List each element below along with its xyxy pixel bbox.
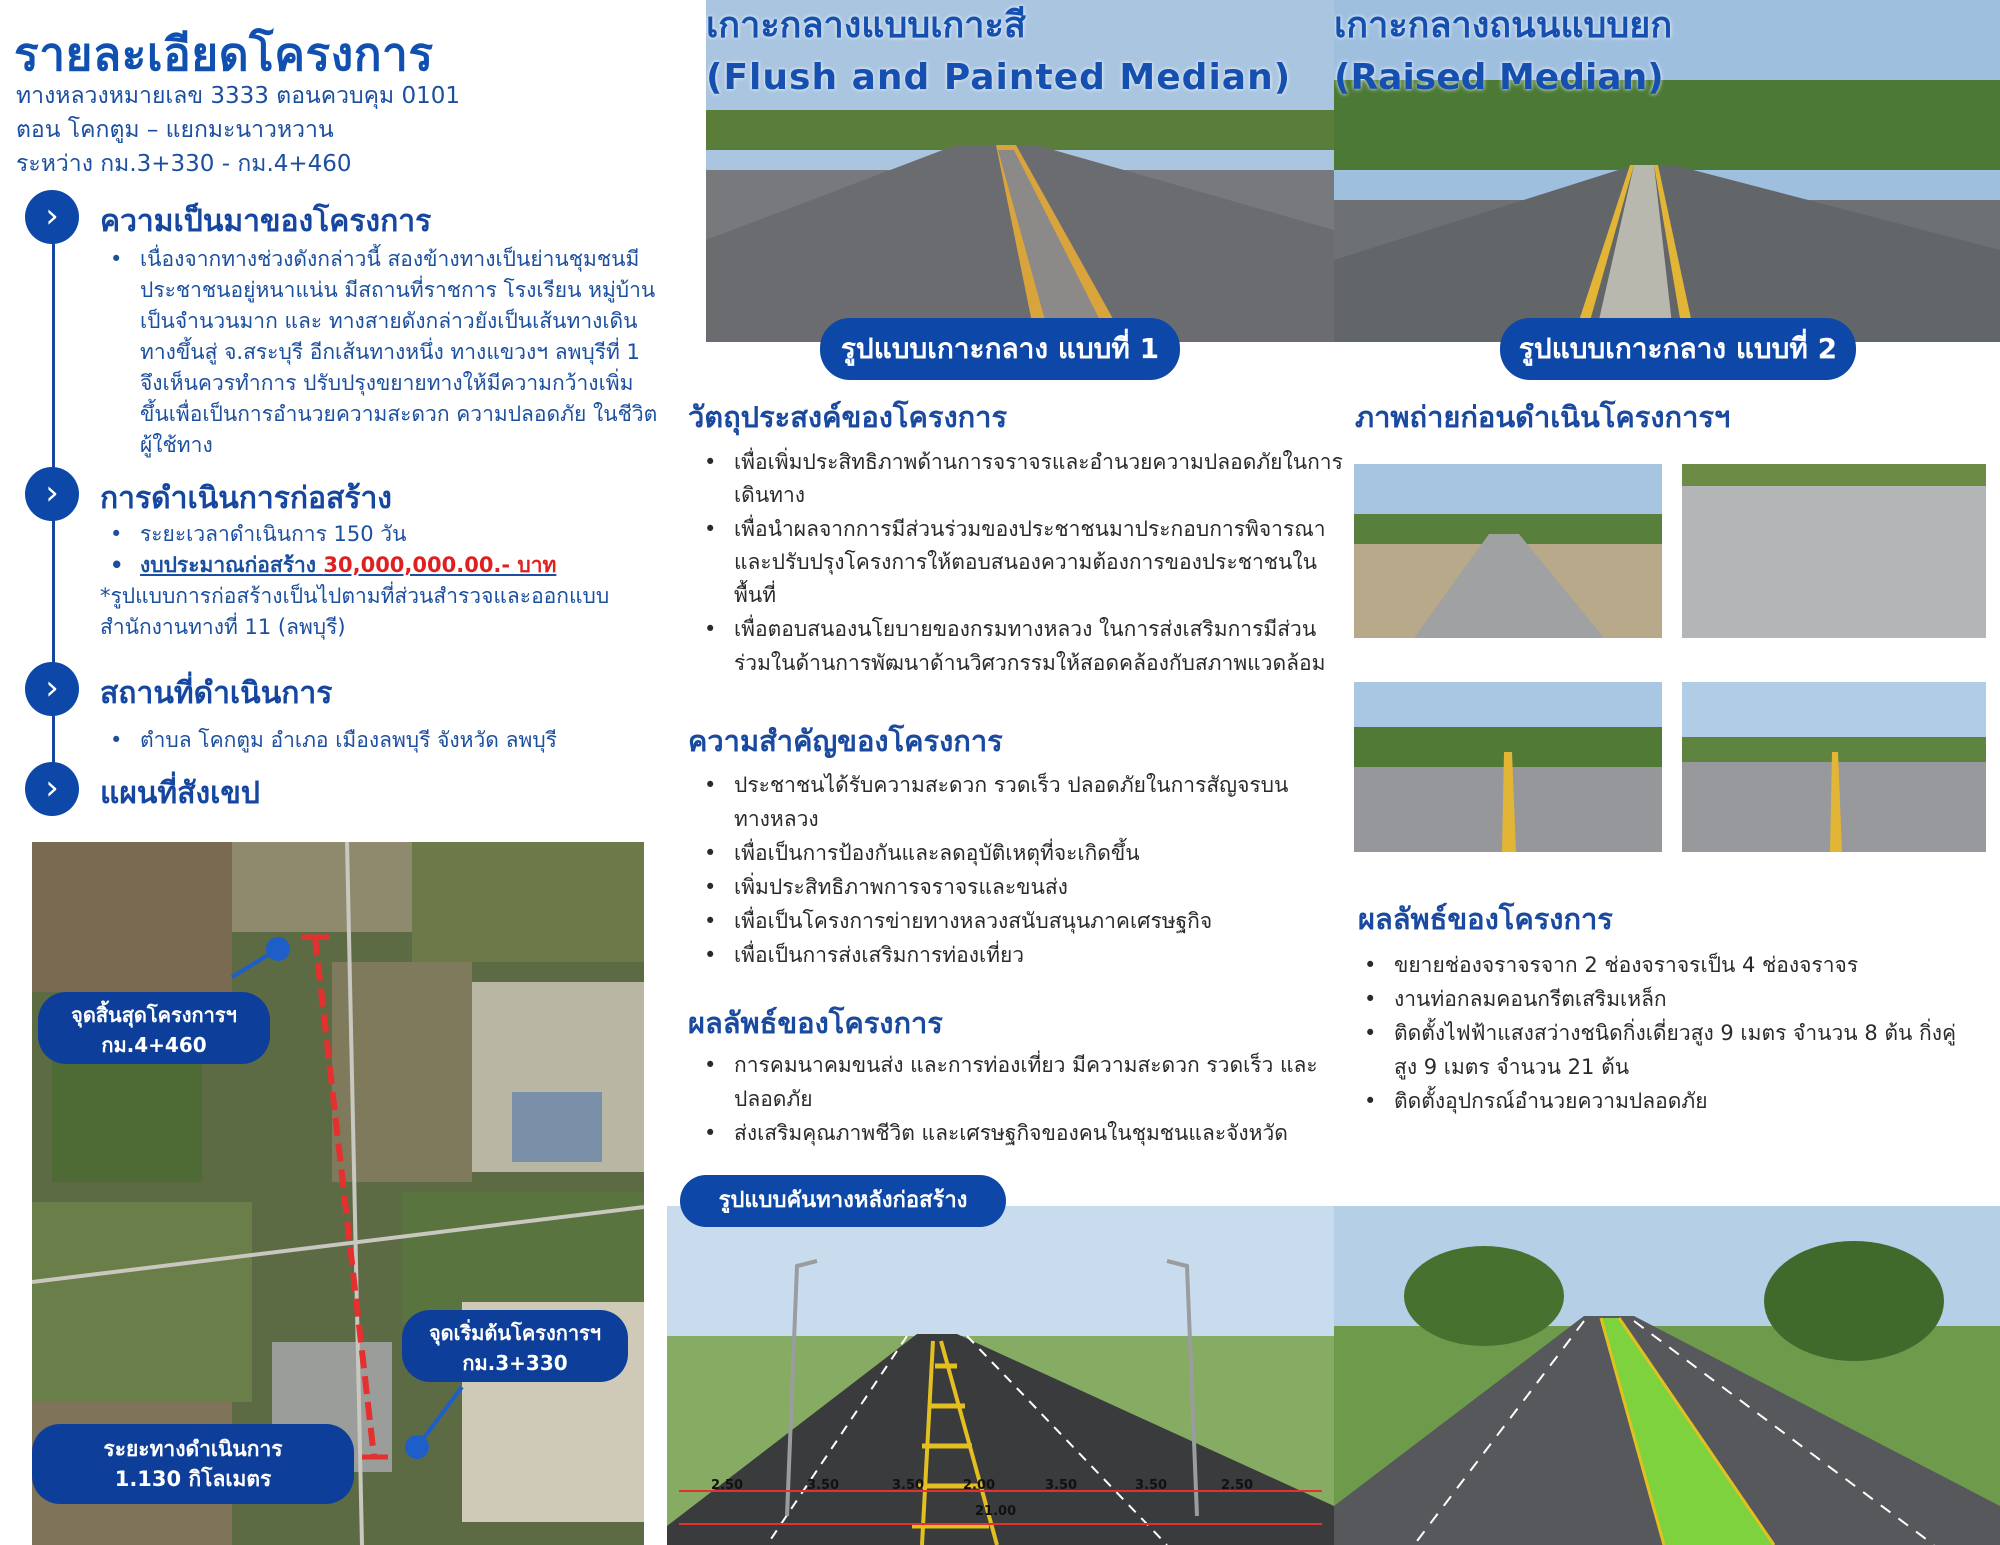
end-point-callout [38,992,270,1064]
median-type1-pill: รูปแบบเกาะกลาง แบบที่ 1 [820,318,1180,380]
outcome-right-item: • ขยายช่องจราจรจาก 2 ช่องจราจรเป็น 4 ช่องจราจร [1394,950,1858,981]
background-line: ขึ้นเพื่อเป็นการอำนวยความสะดวก ความปลอดภัย ในชีวิต [140,402,658,426]
background-line: • เนื่องจากทางช่วงดังกล่าวนี้ สองข้างทางเป็นย่านชุมชนมี [140,244,639,275]
photos-before-title: ภาพถ่ายก่อนดำเนินโครงการฯ [1355,400,1731,434]
dimension-row [667,1478,1334,1498]
distance-value: 1.130 กิโลเมตร [114,1467,272,1491]
median-type1-title-th: เกาะกลางแบบเกาะสี [706,5,1026,46]
outcome-right-item: • ติดตั้งไฟฟ้าแสงสว่างชนิดกิ่งเดี่ยวสูง 9 เมตร จำนวน 8 ต้น กิ่งคู่ [1394,1018,1956,1049]
km-range: ระหว่าง กม.3+330 - กม.4+460 [16,151,352,177]
end-point-km: กม.4+460 [101,1033,207,1057]
section-title-map: แผนที่สังเขป [100,776,260,811]
outcome-mid-item-cont: ปลอดภัย [734,1087,813,1111]
before-photo-1 [1354,464,1662,638]
site-map [32,842,644,1545]
before-road-photo [1354,682,1662,852]
objective-item-cont: และปรับปรุงโครงการให้ตอบสนองความต้องการของประชาชนใน [734,550,1317,574]
objective-item: • เพื่อเพิ่มประสิทธิภาพด้านการจราจรและอำนวยความปลอดภัยในการ [734,447,1343,478]
location-text: • ตำบล โคกตูม อำเภอ เมืองลพบุรี จังหวัด ลพบุรี [140,725,557,756]
start-point-label: จุดเริ่มต้นโครงการฯ [428,1321,602,1345]
importance-item-cont: ทางหลวง [734,807,819,831]
background-line: จึงเห็นควรทำการ ปรับปรุงขยายทางให้มีความกว้างเพิ่ม [140,371,634,395]
outcome-right-item: • งานท่อกลมคอนกรีตเสริมเหล็ก [1394,984,1667,1015]
importance-item: • เพื่อเป็นโครงการข่ายทางหลวงสนับสนุนภาคเศรษฐกิจ [734,906,1212,937]
median-type2-pill: รูปแบบเกาะกลาง แบบที่ 2 [1500,318,1856,380]
construction-duration: • ระยะเวลาดำเนินการ 150 วัน [140,519,406,550]
before-photo-2 [1682,464,1986,638]
dim-shoulder-right: 2.50 [1221,1478,1254,1493]
before-photo-4 [1682,682,1986,852]
budget-amount: 30,000,000.00.- บาท [323,553,557,577]
dim-total: 21.00 [975,1504,1017,1519]
background-line: ผู้ใช้ทาง [140,433,213,457]
dim-lane: 3.50 [1135,1478,1168,1493]
objectives-title: วัตถุประสงค์ของโครงการ [688,400,1008,434]
outcome-right-item: • ติดตั้งอุปกรณ์อำนวยความปลอดภัย [1394,1086,1708,1117]
before-photo-3 [1354,682,1662,852]
chevron-right-icon: › [25,190,79,244]
importance-item: • เพิ่มประสิทธิภาพการจราจรและขนส่ง [734,872,1068,903]
chevron-right-icon: › [25,662,79,716]
background-line: ประชาชนอยู่หนาแน่น มีสถานที่ราชการ โรงเรียน หมู่บ้าน [140,278,656,302]
before-road-photo [1682,682,1986,852]
dim-lane: 3.50 [892,1478,925,1493]
start-point-km: กม.3+330 [462,1351,568,1375]
median-type1-photo [706,0,1334,342]
budget-label: งบประมาณก่อสร้าง [140,553,324,577]
after-render [1334,1206,2000,1545]
outcomes-right-title: ผลลัพธ์ของโครงการ [1358,902,1613,936]
construction-budget [140,550,556,581]
page-title: รายละเอียดโครงการ [14,27,434,81]
objective-item: • เพื่อตอบสนองนโยบายของกรมทางหลวง ในการส่งเสริมการมีส่วน [734,614,1316,645]
median-type2-title [1334,0,1672,104]
chevron-right-icon: › [25,467,79,521]
highway-number: ทางหลวงหมายเลข 3333 ตอนควบคุม 0101 [16,83,461,109]
dim-lane: 3.50 [807,1478,840,1493]
end-point-label: จุดสิ้นสุดโครงการฯ [71,1003,237,1027]
background-line: ทางขึ้นสู่ จ.สระบุรี อีกเส้นทางหนึ่ง ทางแขวงฯ ลพบุรีที่ 1 [140,340,640,364]
objective-item-cont: เดินทาง [734,483,806,507]
objective-item: • เพื่อนำผลจากการมีส่วนร่วมของประชาชนมาประกอบการพิจารณา [734,514,1326,545]
chevron-right-icon: › [25,762,79,816]
median-type2-photo [1334,0,2000,342]
median-type2-title-en: (Raised Median) [1334,57,1664,98]
importance-item: • เพื่อเป็นการส่งเสริมการท่องเที่ยว [734,940,1024,971]
background-line: เป็นจำนวนมาก และ ทางสายดังกล่าวยังเป็นเส้นทางเดิน [140,309,638,333]
start-point-callout [402,1310,628,1382]
importance-item: • เพื่อเป็นการป้องกันและลดอุบัติเหตุที่จะเกิดขึ้น [734,838,1140,869]
section-title-background: ความเป็นมาของโครงการ [100,204,432,239]
section-title-construction: การดำเนินการก่อสร้าง [100,481,392,516]
objective-item-cont: ร่วมในด้านการพัฒนาด้านวิศวกรรมให้สอดคล้องกับสภาพแวดล้อม [734,651,1326,675]
dim-shoulder-left: 2.50 [711,1478,744,1493]
road-after-render [1334,1206,2000,1545]
cross-section-pill: รูปแบบคันทางหลังก่อสร้าง [680,1175,1006,1227]
construction-note-office: สำนักงานทางที่ 11 (ลพบุรี) [100,615,346,639]
outcome-mid-item: • ส่งเสริมคุณภาพชีวิต และเศรษฐกิจของคนในชุมชนและจังหวัด [734,1118,1288,1149]
dim-lane: 3.50 [1045,1478,1078,1493]
objective-item-cont: พื้นที่ [734,583,777,607]
before-road-photo [1682,464,1986,638]
route-section: ตอน โคกตูม – แยกมะนาวหวาน [16,117,334,143]
outcome-mid-item: • การคมนาคมขนส่ง และการท่องเที่ยว มีความสะดวก รวดเร็ว และ [734,1050,1318,1081]
outcome-right-item-cont: สูง 9 เมตร จำนวน 21 ต้น [1394,1055,1630,1079]
dim-median: 2.00 [963,1478,996,1493]
median-type2-title-th: เกาะกลางถนนแบบยก [1334,5,1673,46]
importance-item: • ประชาชนได้รับความสะดวก รวดเร็ว ปลอดภัยในการสัญจรบน [734,770,1288,801]
section-title-location: สถานที่ดำเนินการ [100,676,333,711]
median-type1-title [706,0,1291,104]
distance-callout [32,1424,354,1504]
cross-section-render [667,1206,1334,1545]
construction-note: *รูปแบบการก่อสร้างเป็นไปตามที่ส่วนสำรวจและออกแบบ [100,584,610,608]
outcomes-mid-title: ผลลัพธ์ของโครงการ [688,1006,943,1040]
importance-title: ความสำคัญของโครงการ [688,724,1003,758]
distance-label: ระยะทางดำเนินการ [103,1437,283,1461]
before-road-photo [1354,464,1662,638]
median-type1-title-en: (Flush and Painted Median) [706,57,1292,98]
